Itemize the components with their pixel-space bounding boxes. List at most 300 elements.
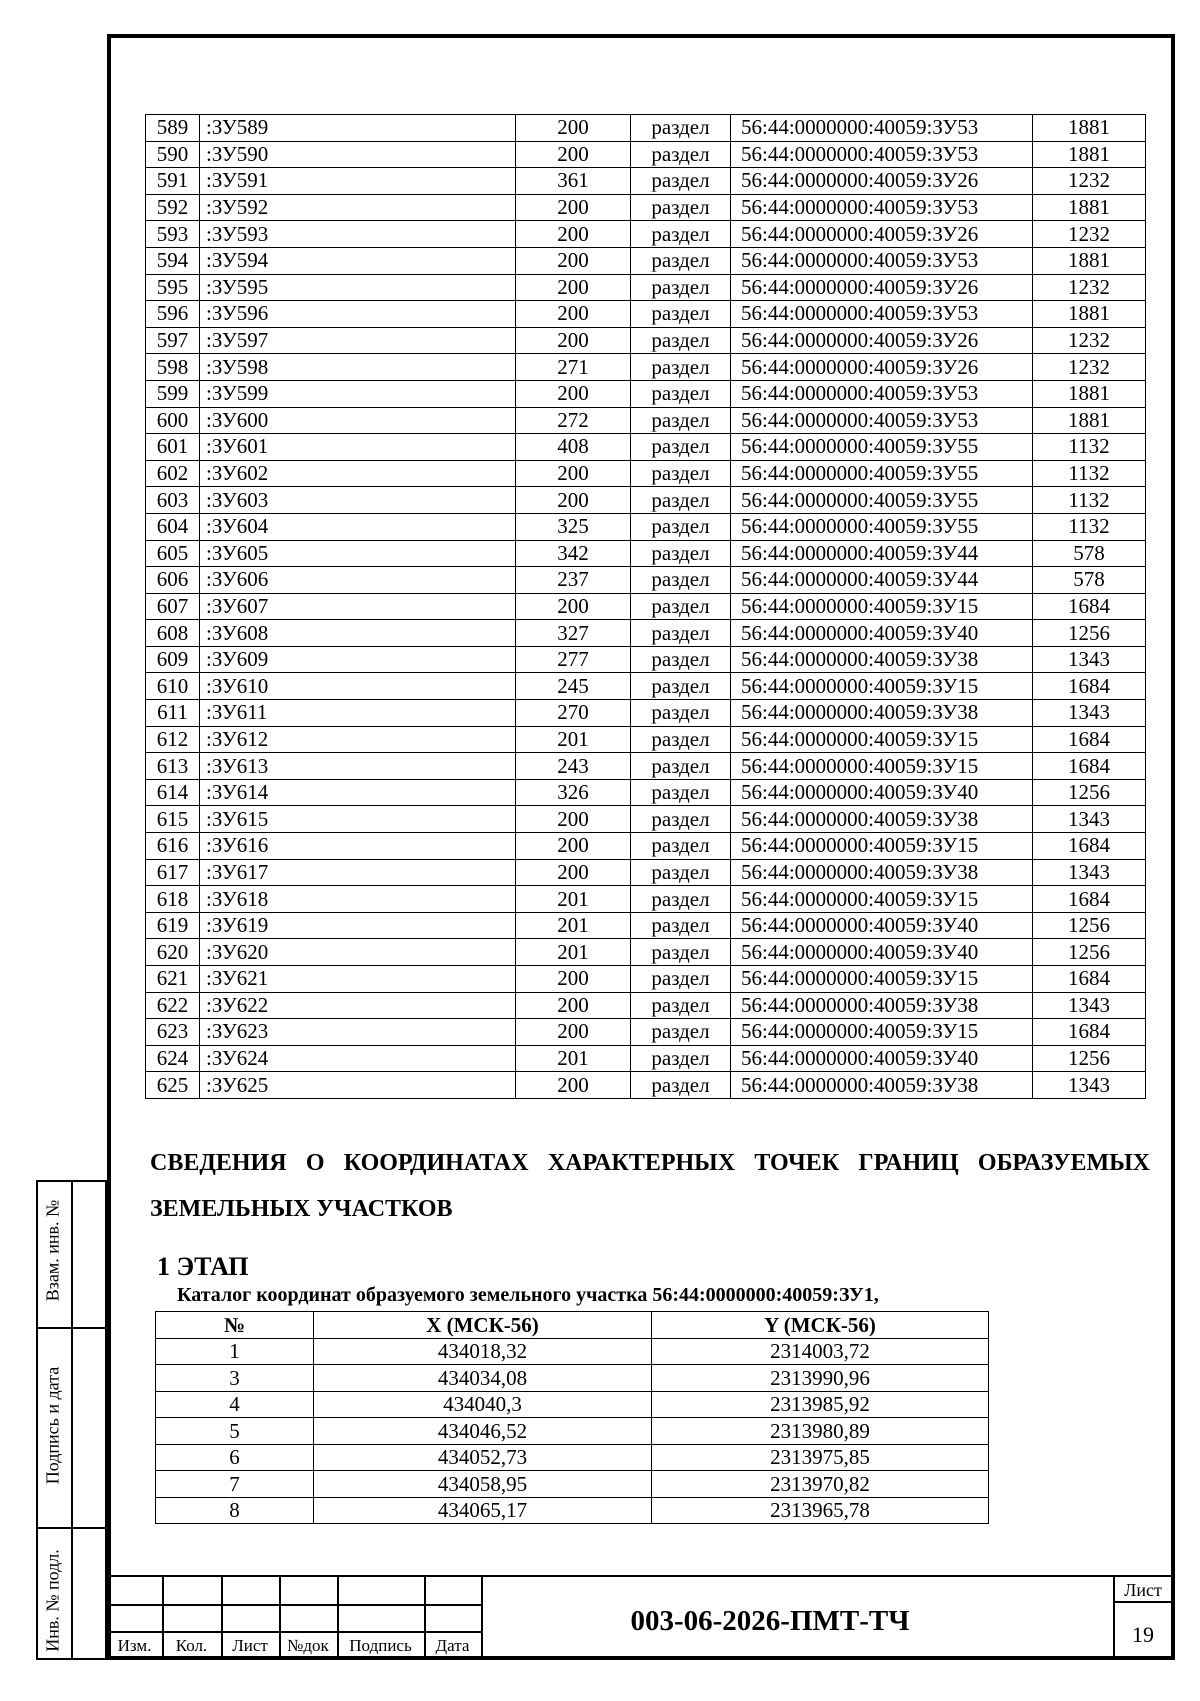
y-coord-cell: 2313975,85 bbox=[652, 1444, 989, 1471]
parcel-id-cell: :ЗУ619 bbox=[200, 912, 516, 939]
source-parcel-cell: 56:44:0000000:40059:ЗУ53 bbox=[731, 247, 1033, 274]
point-number-cell: 8 bbox=[156, 1497, 314, 1524]
row-number-cell: 610 bbox=[146, 673, 200, 700]
table-row bbox=[146, 194, 1146, 221]
header-x: X (МСК-56) bbox=[314, 1312, 652, 1339]
source-area-cell: 1132 bbox=[1033, 513, 1146, 540]
side-label-podpis: Подпись и дата bbox=[42, 1366, 63, 1485]
table-row bbox=[146, 168, 1146, 195]
source-parcel-cell: 56:44:0000000:40059:ЗУ40 bbox=[731, 1045, 1033, 1072]
parcel-id-cell: :ЗУ625 bbox=[200, 1072, 516, 1099]
source-parcel-cell: 56:44:0000000:40059:ЗУ26 bbox=[731, 354, 1033, 381]
sheet-label: Лист bbox=[1124, 1580, 1162, 1600]
method-cell: раздел bbox=[631, 247, 731, 274]
area-cell: 277 bbox=[516, 646, 631, 673]
method-cell: раздел bbox=[631, 806, 731, 833]
source-parcel-cell: 56:44:0000000:40059:ЗУ40 bbox=[731, 620, 1033, 647]
row-number-cell: 620 bbox=[146, 939, 200, 966]
method-cell: раздел bbox=[631, 327, 731, 354]
source-area-cell: 1232 bbox=[1033, 354, 1146, 381]
source-parcel-cell: 56:44:0000000:40059:ЗУ15 bbox=[731, 966, 1033, 993]
source-area-cell: 1881 bbox=[1033, 247, 1146, 274]
method-cell: раздел bbox=[631, 434, 731, 461]
row-number-cell: 615 bbox=[146, 806, 200, 833]
row-number-cell: 593 bbox=[146, 221, 200, 248]
row-number-cell: 595 bbox=[146, 274, 200, 301]
table-row bbox=[146, 593, 1146, 620]
row-number-cell: 605 bbox=[146, 540, 200, 567]
label-ndok: №док bbox=[287, 1636, 329, 1655]
source-parcel-cell: 56:44:0000000:40059:ЗУ40 bbox=[731, 939, 1033, 966]
parcel-id-cell: :ЗУ593 bbox=[200, 221, 516, 248]
source-parcel-cell: 56:44:0000000:40059:ЗУ26 bbox=[731, 274, 1033, 301]
parcel-id-cell: :ЗУ605 bbox=[200, 540, 516, 567]
parcel-id-cell: :ЗУ621 bbox=[200, 966, 516, 993]
area-cell: 361 bbox=[516, 168, 631, 195]
source-area-cell: 1881 bbox=[1033, 407, 1146, 434]
source-area-cell: 1881 bbox=[1033, 141, 1146, 168]
coordinates-row bbox=[156, 1444, 989, 1471]
row-number-cell: 589 bbox=[146, 115, 200, 142]
source-area-cell: 1343 bbox=[1033, 646, 1146, 673]
source-parcel-cell: 56:44:0000000:40059:ЗУ40 bbox=[731, 912, 1033, 939]
method-cell: раздел bbox=[631, 1019, 731, 1046]
x-coord-cell: 434058,95 bbox=[314, 1471, 652, 1498]
label-kol: Кол. bbox=[175, 1636, 208, 1655]
source-parcel-cell: 56:44:0000000:40059:ЗУ15 bbox=[731, 886, 1033, 913]
parcel-id-cell: :ЗУ618 bbox=[200, 886, 516, 913]
source-area-cell: 1343 bbox=[1033, 859, 1146, 886]
y-coord-cell: 2314003,72 bbox=[652, 1338, 989, 1365]
y-coord-cell: 2313970,82 bbox=[652, 1471, 989, 1498]
method-cell: раздел bbox=[631, 833, 731, 860]
method-cell: раздел bbox=[631, 194, 731, 221]
source-parcel-cell: 56:44:0000000:40059:ЗУ53 bbox=[731, 380, 1033, 407]
y-coord-cell: 2313980,89 bbox=[652, 1418, 989, 1445]
section-heading: СВЕДЕНИЯ О КООРДИНАТАХ ХАРАКТЕРНЫХ ТОЧЕК ГРАНИЦ ОБРАЗУЕМЫХ ЗЕМЕЛЬНЫХ УЧАСТКОВ bbox=[150, 1150, 1150, 1222]
parcel-id-cell: :ЗУ589 bbox=[200, 115, 516, 142]
parcel-id-cell: :ЗУ594 bbox=[200, 247, 516, 274]
table-row bbox=[146, 380, 1146, 407]
x-coord-cell: 434052,73 bbox=[314, 1444, 652, 1471]
table-row bbox=[146, 700, 1146, 727]
area-cell: 243 bbox=[516, 753, 631, 780]
parcel-id-cell: :ЗУ598 bbox=[200, 354, 516, 381]
source-parcel-cell: 56:44:0000000:40059:ЗУ53 bbox=[731, 194, 1033, 221]
row-number-cell: 596 bbox=[146, 301, 200, 328]
source-parcel-cell: 56:44:0000000:40059:ЗУ15 bbox=[731, 753, 1033, 780]
table-row bbox=[146, 646, 1146, 673]
parcel-id-cell: :ЗУ613 bbox=[200, 753, 516, 780]
table-row bbox=[146, 407, 1146, 434]
method-cell: раздел bbox=[631, 460, 731, 487]
method-cell: раздел bbox=[631, 115, 731, 142]
parcel-id-cell: :ЗУ614 bbox=[200, 779, 516, 806]
area-cell: 237 bbox=[516, 567, 631, 594]
row-number-cell: 600 bbox=[146, 407, 200, 434]
coordinates-header-row bbox=[156, 1312, 989, 1339]
source-area-cell: 1343 bbox=[1033, 992, 1146, 1019]
label-podpis: Подпись bbox=[349, 1636, 412, 1655]
method-cell: раздел bbox=[631, 886, 731, 913]
method-cell: раздел bbox=[631, 753, 731, 780]
area-cell: 200 bbox=[516, 301, 631, 328]
table-row bbox=[146, 513, 1146, 540]
area-cell: 200 bbox=[516, 1072, 631, 1099]
row-number-cell: 598 bbox=[146, 354, 200, 381]
source-area-cell: 1132 bbox=[1033, 460, 1146, 487]
point-number-cell: 6 bbox=[156, 1444, 314, 1471]
table-row bbox=[146, 992, 1146, 1019]
source-area-cell: 578 bbox=[1033, 540, 1146, 567]
label-izm: Изм. bbox=[117, 1636, 152, 1655]
parcel-id-cell: :ЗУ600 bbox=[200, 407, 516, 434]
row-number-cell: 590 bbox=[146, 141, 200, 168]
row-number-cell: 624 bbox=[146, 1045, 200, 1072]
source-area-cell: 1256 bbox=[1033, 912, 1146, 939]
method-cell: раздел bbox=[631, 168, 731, 195]
row-number-cell: 617 bbox=[146, 859, 200, 886]
method-cell: раздел bbox=[631, 274, 731, 301]
parcel-id-cell: :ЗУ599 bbox=[200, 380, 516, 407]
area-cell: 200 bbox=[516, 593, 631, 620]
method-cell: раздел bbox=[631, 487, 731, 514]
source-area-cell: 1343 bbox=[1033, 700, 1146, 727]
parcel-id-cell: :ЗУ617 bbox=[200, 859, 516, 886]
row-number-cell: 591 bbox=[146, 168, 200, 195]
area-cell: 270 bbox=[516, 700, 631, 727]
parcel-id-cell: :ЗУ620 bbox=[200, 939, 516, 966]
row-number-cell: 607 bbox=[146, 593, 200, 620]
method-cell: раздел bbox=[631, 567, 731, 594]
source-area-cell: 1232 bbox=[1033, 168, 1146, 195]
row-number-cell: 606 bbox=[146, 567, 200, 594]
source-area-cell: 1881 bbox=[1033, 194, 1146, 221]
area-cell: 200 bbox=[516, 247, 631, 274]
area-cell: 200 bbox=[516, 327, 631, 354]
source-parcel-cell: 56:44:0000000:40059:ЗУ53 bbox=[731, 301, 1033, 328]
source-area-cell: 1256 bbox=[1033, 939, 1146, 966]
area-cell: 200 bbox=[516, 833, 631, 860]
table-row bbox=[146, 540, 1146, 567]
area-cell: 200 bbox=[516, 859, 631, 886]
point-number-cell: 4 bbox=[156, 1391, 314, 1418]
parcel-id-cell: :ЗУ609 bbox=[200, 646, 516, 673]
method-cell: раздел bbox=[631, 859, 731, 886]
x-coord-cell: 434034,08 bbox=[314, 1365, 652, 1392]
point-number-cell: 5 bbox=[156, 1418, 314, 1445]
area-cell: 201 bbox=[516, 1045, 631, 1072]
source-parcel-cell: 56:44:0000000:40059:ЗУ55 bbox=[731, 513, 1033, 540]
source-area-cell: 1684 bbox=[1033, 1019, 1146, 1046]
row-number-cell: 597 bbox=[146, 327, 200, 354]
row-number-cell: 619 bbox=[146, 912, 200, 939]
table-row bbox=[146, 567, 1146, 594]
parcel-id-cell: :ЗУ603 bbox=[200, 487, 516, 514]
table-row bbox=[146, 806, 1146, 833]
label-list: Лист bbox=[232, 1636, 268, 1655]
row-number-cell: 608 bbox=[146, 620, 200, 647]
table-row bbox=[146, 726, 1146, 753]
area-cell: 200 bbox=[516, 141, 631, 168]
area-cell: 201 bbox=[516, 912, 631, 939]
parcel-id-cell: :ЗУ591 bbox=[200, 168, 516, 195]
table-row bbox=[146, 247, 1146, 274]
area-cell: 200 bbox=[516, 992, 631, 1019]
method-cell: раздел bbox=[631, 646, 731, 673]
source-parcel-cell: 56:44:0000000:40059:ЗУ40 bbox=[731, 779, 1033, 806]
row-number-cell: 614 bbox=[146, 779, 200, 806]
source-parcel-cell: 56:44:0000000:40059:ЗУ15 bbox=[731, 673, 1033, 700]
source-area-cell: 1343 bbox=[1033, 806, 1146, 833]
area-cell: 326 bbox=[516, 779, 631, 806]
area-cell: 200 bbox=[516, 221, 631, 248]
source-parcel-cell: 56:44:0000000:40059:ЗУ44 bbox=[731, 540, 1033, 567]
area-cell: 200 bbox=[516, 966, 631, 993]
source-parcel-cell: 56:44:0000000:40059:ЗУ38 bbox=[731, 992, 1033, 1019]
method-cell: раздел bbox=[631, 221, 731, 248]
table-row bbox=[146, 141, 1146, 168]
catalog-caption: Каталог координат образуемого земельного участка 56:44:0000000:40059:ЗУ1, bbox=[177, 1284, 879, 1306]
label-data: Дата bbox=[435, 1636, 470, 1655]
source-area-cell: 1256 bbox=[1033, 779, 1146, 806]
row-number-cell: 601 bbox=[146, 434, 200, 461]
source-area-cell: 1684 bbox=[1033, 673, 1146, 700]
area-cell: 327 bbox=[516, 620, 631, 647]
point-number-cell: 7 bbox=[156, 1471, 314, 1498]
row-number-cell: 592 bbox=[146, 194, 200, 221]
source-parcel-cell: 56:44:0000000:40059:ЗУ15 bbox=[731, 593, 1033, 620]
parcel-id-cell: :ЗУ622 bbox=[200, 992, 516, 1019]
table-row bbox=[146, 354, 1146, 381]
table-row bbox=[146, 434, 1146, 461]
parcel-id-cell: :ЗУ608 bbox=[200, 620, 516, 647]
table-row bbox=[146, 859, 1146, 886]
method-cell: раздел bbox=[631, 380, 731, 407]
table-row bbox=[146, 1019, 1146, 1046]
source-parcel-cell: 56:44:0000000:40059:ЗУ53 bbox=[731, 407, 1033, 434]
side-label-inv: Инв. № подл. bbox=[42, 1549, 63, 1652]
row-number-cell: 594 bbox=[146, 247, 200, 274]
parcel-id-cell: :ЗУ615 bbox=[200, 806, 516, 833]
source-parcel-cell: 56:44:0000000:40059:ЗУ53 bbox=[731, 141, 1033, 168]
source-parcel-cell: 56:44:0000000:40059:ЗУ38 bbox=[731, 859, 1033, 886]
table-row bbox=[146, 673, 1146, 700]
method-cell: раздел bbox=[631, 700, 731, 727]
row-number-cell: 613 bbox=[146, 753, 200, 780]
parcel-id-cell: :ЗУ595 bbox=[200, 274, 516, 301]
area-cell: 342 bbox=[516, 540, 631, 567]
row-number-cell: 616 bbox=[146, 833, 200, 860]
area-cell: 200 bbox=[516, 806, 631, 833]
point-number-cell: 3 bbox=[156, 1365, 314, 1392]
document-code: 003-06-2026-ПМТ-ТЧ bbox=[630, 1605, 910, 1637]
source-area-cell: 1343 bbox=[1033, 1072, 1146, 1099]
side-label-vzam: Взам. инв. № bbox=[42, 1199, 63, 1302]
source-parcel-cell: 56:44:0000000:40059:ЗУ15 bbox=[731, 726, 1033, 753]
parcel-id-cell: :ЗУ612 bbox=[200, 726, 516, 753]
row-number-cell: 622 bbox=[146, 992, 200, 1019]
source-area-cell: 1232 bbox=[1033, 274, 1146, 301]
method-cell: раздел bbox=[631, 513, 731, 540]
header-y: Y (МСК-56) bbox=[652, 1312, 989, 1339]
source-area-cell: 1232 bbox=[1033, 327, 1146, 354]
source-parcel-cell: 56:44:0000000:40059:ЗУ55 bbox=[731, 460, 1033, 487]
area-cell: 200 bbox=[516, 115, 631, 142]
method-cell: раздел bbox=[631, 540, 731, 567]
source-area-cell: 1684 bbox=[1033, 726, 1146, 753]
parcel-id-cell: :ЗУ616 bbox=[200, 833, 516, 860]
row-number-cell: 612 bbox=[146, 726, 200, 753]
source-area-cell: 1132 bbox=[1033, 487, 1146, 514]
table-row bbox=[146, 460, 1146, 487]
coordinates-row bbox=[156, 1471, 989, 1498]
coordinates-row bbox=[156, 1365, 989, 1392]
method-cell: раздел bbox=[631, 966, 731, 993]
source-parcel-cell: 56:44:0000000:40059:ЗУ44 bbox=[731, 567, 1033, 594]
y-coord-cell: 2313985,92 bbox=[652, 1391, 989, 1418]
method-cell: раздел bbox=[631, 407, 731, 434]
coordinates-row bbox=[156, 1338, 989, 1365]
coordinates-row bbox=[156, 1497, 989, 1524]
method-cell: раздел bbox=[631, 354, 731, 381]
coordinates-table bbox=[155, 1311, 989, 1524]
table-row bbox=[146, 487, 1146, 514]
source-area-cell: 1684 bbox=[1033, 966, 1146, 993]
x-coord-cell: 434040,3 bbox=[314, 1391, 652, 1418]
table-row bbox=[146, 912, 1146, 939]
y-coord-cell: 2313965,78 bbox=[652, 1497, 989, 1524]
x-coord-cell: 434065,17 bbox=[314, 1497, 652, 1524]
row-number-cell: 623 bbox=[146, 1019, 200, 1046]
parcel-id-cell: :ЗУ602 bbox=[200, 460, 516, 487]
source-area-cell: 1256 bbox=[1033, 1045, 1146, 1072]
parcel-id-cell: :ЗУ596 bbox=[200, 301, 516, 328]
parcel-id-cell: :ЗУ607 bbox=[200, 593, 516, 620]
area-cell: 200 bbox=[516, 487, 631, 514]
area-cell: 200 bbox=[516, 194, 631, 221]
method-cell: раздел bbox=[631, 673, 731, 700]
method-cell: раздел bbox=[631, 1072, 731, 1099]
row-number-cell: 618 bbox=[146, 886, 200, 913]
area-cell: 325 bbox=[516, 513, 631, 540]
table-row bbox=[146, 886, 1146, 913]
table-row bbox=[146, 115, 1146, 142]
method-cell: раздел bbox=[631, 779, 731, 806]
source-area-cell: 1684 bbox=[1033, 753, 1146, 780]
source-area-cell: 1684 bbox=[1033, 833, 1146, 860]
parcel-id-cell: :ЗУ592 bbox=[200, 194, 516, 221]
parcel-id-cell: :ЗУ610 bbox=[200, 673, 516, 700]
source-parcel-cell: 56:44:0000000:40059:ЗУ15 bbox=[731, 1019, 1033, 1046]
area-cell: 200 bbox=[516, 460, 631, 487]
table-row bbox=[146, 1045, 1146, 1072]
table-row bbox=[146, 274, 1146, 301]
parcels-table bbox=[145, 114, 1146, 1099]
source-parcel-cell: 56:44:0000000:40059:ЗУ38 bbox=[731, 700, 1033, 727]
area-cell: 200 bbox=[516, 274, 631, 301]
parcel-id-cell: :ЗУ597 bbox=[200, 327, 516, 354]
area-cell: 272 bbox=[516, 407, 631, 434]
row-number-cell: 602 bbox=[146, 460, 200, 487]
area-cell: 200 bbox=[516, 380, 631, 407]
area-cell: 201 bbox=[516, 886, 631, 913]
source-parcel-cell: 56:44:0000000:40059:ЗУ26 bbox=[731, 327, 1033, 354]
parcel-id-cell: :ЗУ604 bbox=[200, 513, 516, 540]
table-row bbox=[146, 620, 1146, 647]
header-number: № bbox=[156, 1312, 314, 1339]
source-parcel-cell: 56:44:0000000:40059:ЗУ15 bbox=[731, 833, 1033, 860]
parcel-id-cell: :ЗУ624 bbox=[200, 1045, 516, 1072]
table-row bbox=[146, 1072, 1146, 1099]
parcel-id-cell: :ЗУ590 bbox=[200, 141, 516, 168]
coordinates-row bbox=[156, 1391, 989, 1418]
table-row bbox=[146, 939, 1146, 966]
method-cell: раздел bbox=[631, 912, 731, 939]
point-number-cell: 1 bbox=[156, 1338, 314, 1365]
table-row bbox=[146, 833, 1146, 860]
source-parcel-cell: 56:44:0000000:40059:ЗУ26 bbox=[731, 221, 1033, 248]
table-row bbox=[146, 327, 1146, 354]
area-cell: 408 bbox=[516, 434, 631, 461]
source-area-cell: 1881 bbox=[1033, 115, 1146, 142]
method-cell: раздел bbox=[631, 992, 731, 1019]
y-coord-cell: 2313990,96 bbox=[652, 1365, 989, 1392]
area-cell: 271 bbox=[516, 354, 631, 381]
method-cell: раздел bbox=[631, 301, 731, 328]
parcel-id-cell: :ЗУ601 bbox=[200, 434, 516, 461]
area-cell: 245 bbox=[516, 673, 631, 700]
source-parcel-cell: 56:44:0000000:40059:ЗУ26 bbox=[731, 168, 1033, 195]
row-number-cell: 599 bbox=[146, 380, 200, 407]
row-number-cell: 609 bbox=[146, 646, 200, 673]
row-number-cell: 621 bbox=[146, 966, 200, 993]
x-coord-cell: 434018,32 bbox=[314, 1338, 652, 1365]
method-cell: раздел bbox=[631, 1045, 731, 1072]
row-number-cell: 611 bbox=[146, 700, 200, 727]
source-parcel-cell: 56:44:0000000:40059:ЗУ38 bbox=[731, 1072, 1033, 1099]
area-cell: 201 bbox=[516, 726, 631, 753]
x-coord-cell: 434046,52 bbox=[314, 1418, 652, 1445]
row-number-cell: 604 bbox=[146, 513, 200, 540]
source-parcel-cell: 56:44:0000000:40059:ЗУ55 bbox=[731, 434, 1033, 461]
source-area-cell: 1232 bbox=[1033, 221, 1146, 248]
parcel-id-cell: :ЗУ623 bbox=[200, 1019, 516, 1046]
coordinates-row bbox=[156, 1418, 989, 1445]
method-cell: раздел bbox=[631, 726, 731, 753]
source-area-cell: 578 bbox=[1033, 567, 1146, 594]
source-area-cell: 1881 bbox=[1033, 301, 1146, 328]
source-parcel-cell: 56:44:0000000:40059:ЗУ38 bbox=[731, 646, 1033, 673]
source-area-cell: 1132 bbox=[1033, 434, 1146, 461]
source-area-cell: 1684 bbox=[1033, 593, 1146, 620]
method-cell: раздел bbox=[631, 141, 731, 168]
sheet-number: 19 bbox=[1132, 1622, 1154, 1647]
parcel-id-cell: :ЗУ606 bbox=[200, 567, 516, 594]
area-cell: 200 bbox=[516, 1019, 631, 1046]
method-cell: раздел bbox=[631, 620, 731, 647]
table-row bbox=[146, 779, 1146, 806]
parcel-id-cell: :ЗУ611 bbox=[200, 700, 516, 727]
method-cell: раздел bbox=[631, 593, 731, 620]
row-number-cell: 625 bbox=[146, 1072, 200, 1099]
source-parcel-cell: 56:44:0000000:40059:ЗУ38 bbox=[731, 806, 1033, 833]
table-row bbox=[146, 301, 1146, 328]
stage-heading: 1 ЭТАП bbox=[157, 1252, 249, 1281]
method-cell: раздел bbox=[631, 939, 731, 966]
area-cell: 201 bbox=[516, 939, 631, 966]
source-area-cell: 1881 bbox=[1033, 380, 1146, 407]
